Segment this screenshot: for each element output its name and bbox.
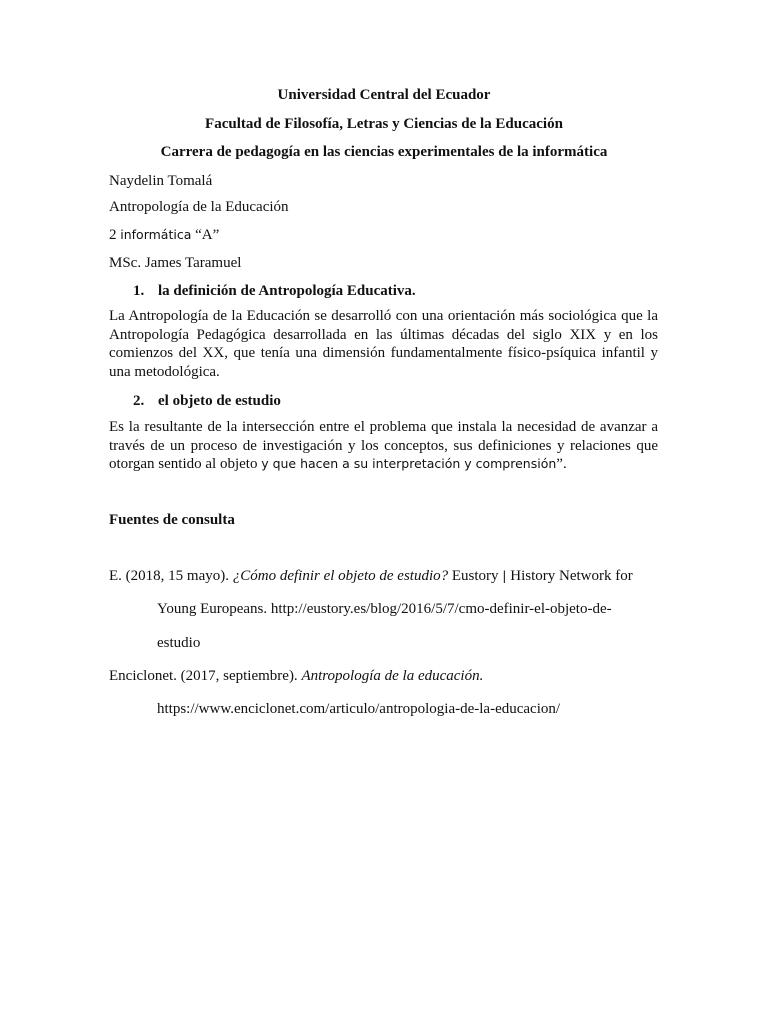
faculty-title: Facultad de Filosofía, Letras y Ciencias de la Educación [205,116,563,132]
section2-body [109,418,658,474]
ref2-url: https://www.enciclonet.com/articulo/antropologia-de-la-educacion/ [157,701,561,717]
subject-name: Antropología de la Educación [109,199,289,215]
course-group: “A” [191,227,220,243]
reference-2 [109,667,483,685]
section2-title: el objeto de estudio [158,393,281,409]
university-title: Universidad Central del Ecuador [277,87,491,103]
ref1-title: ¿Cómo definir el objeto de estudio? [232,568,449,584]
section2-body-end: ”. [556,456,567,472]
ref1-site-a: Eustory [448,568,503,584]
section2-heading [133,392,281,410]
section1-heading [133,282,416,300]
ref2-title: Antropología de la educación. [301,668,484,684]
ref1-continuation: Young Europeans. http://eustory.es/blog/2016/5/7/cmo-definir-el-objeto-de- [157,601,612,617]
ref1-separator: | [502,568,507,583]
student-name: Naydelin Tomalá [109,173,213,189]
ref1-continuation-2: estudio [157,635,201,651]
section2-number: 2. [133,393,145,409]
section1-body: La Antropología de la Educación se desarrolló con una orientación más sociológica que la Antropología Pedagógica desarrollada en las últimas décadas del siglo XIX y en los comienzos del XX, que tenía una dimensión fundamentalmente físico-psíquica infantil y una metodológica. [109,308,658,380]
reference-1 [109,567,633,585]
section2-body-text: Es la resultante de la intersección entre el problema que instala la necesidad de avanzar a través de un proceso de investigación y los conceptos, sus definiciones y relaciones que otorgan sentido al objeto [109,419,658,472]
career-title: Carrera de pedagogía en las ciencias experimentales de la informática [160,144,608,160]
sources-heading: Fuentes de consulta [109,512,235,528]
teacher-name: MSc. James Taramuel [109,255,242,271]
course-line [109,226,219,244]
section2-body-sans: y que hacen a su interpretación y comprensión [261,456,557,471]
ref1-site-b: History Network for [506,568,633,584]
ref1-author: E. (2018, 15 mayo). [109,568,233,584]
course-number: 2 [109,227,121,243]
course-name: informática [120,227,192,242]
section1-title: la definición de Antropología Educativa. [158,283,416,299]
section1-number: 1. [133,283,145,299]
ref2-author: Enciclonet. (2017, septiembre). [109,668,302,684]
